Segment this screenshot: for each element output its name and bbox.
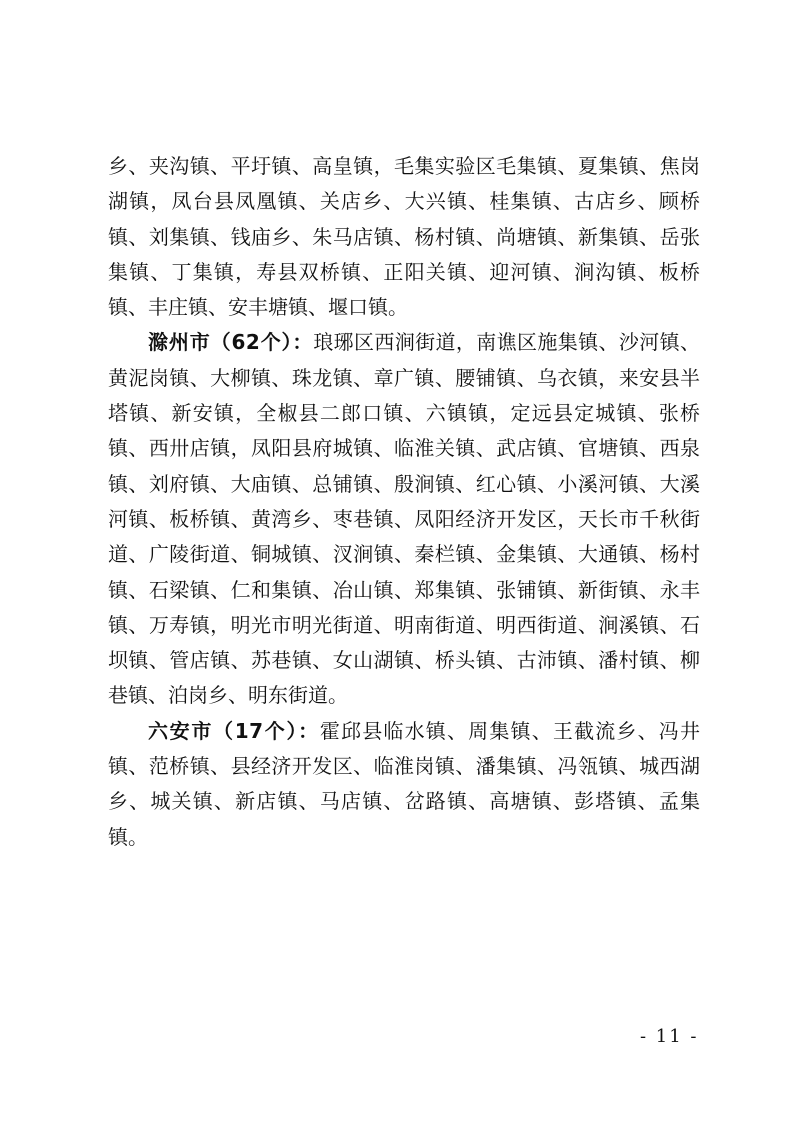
paragraph-luan — [108, 714, 700, 855]
page-number: - 11 - — [640, 1026, 699, 1047]
paragraph-continuation — [108, 149, 700, 325]
document-body — [108, 149, 700, 855]
paragraph-text: 乡、夹沟镇、平圩镇、高皇镇，毛集实验区毛集镇、夏集镇、焦岗湖镇，凤台县凤凰镇、关店乡、大兴镇、桂集镇、古店乡、顾桥镇、刘集镇、钱庙乡、朱马店镇、杨村镇、尚塘镇、新集镇、岳张集镇、丁集镇，寿县双桥镇、正阳关镇、迎河镇、涧沟镇、板桥镇、丰庄镇、安丰塘镇、堰口镇。 — [108, 154, 700, 320]
section-heading-chuzhou: 滁州市（62个）： — [148, 330, 314, 355]
paragraph-text: 琅琊区西涧街道，南谯区施集镇、沙河镇、黄泥岗镇、大柳镇、珠龙镇、章广镇、腰铺镇、乌衣镇，来安县半塔镇、新安镇，全椒县二郎口镇、六镇镇，定远县定城镇、张桥镇、西卅店镇，凤阳县府城镇、临淮关镇、武店镇、官塘镇、西泉镇、刘府镇、大庙镇、总铺镇、殷涧镇、红心镇、小溪河镇、大溪河镇、板桥镇、黄湾乡、枣巷镇、凤阳经济开发区，天长市千秋街道、广陵街道、铜城镇、汊涧镇、秦栏镇、金集镇、大通镇、杨村镇、石梁镇、仁和集镇、冶山镇、郑集镇、张铺镇、新街镇、永丰镇、万寿镇，明光市明光街道、明南街道、明西街道、涧溪镇、石坝镇、管店镇、苏巷镇、女山湖镇、桥头镇、古沛镇、潘村镇、柳巷镇、泊岗乡、明东街道。 — [108, 330, 700, 708]
paragraph-text: 霍邱县临水镇、周集镇、王截流乡、冯井镇、范桥镇、县经济开发区、临淮岗镇、潘集镇、冯瓴镇、城西湖乡、城关镇、新店镇、马店镇、岔路镇、高塘镇、彭塔镇、孟集镇。 — [108, 718, 700, 849]
section-heading-luan: 六安市（17个）： — [148, 718, 320, 743]
paragraph-chuzhou — [108, 325, 700, 713]
